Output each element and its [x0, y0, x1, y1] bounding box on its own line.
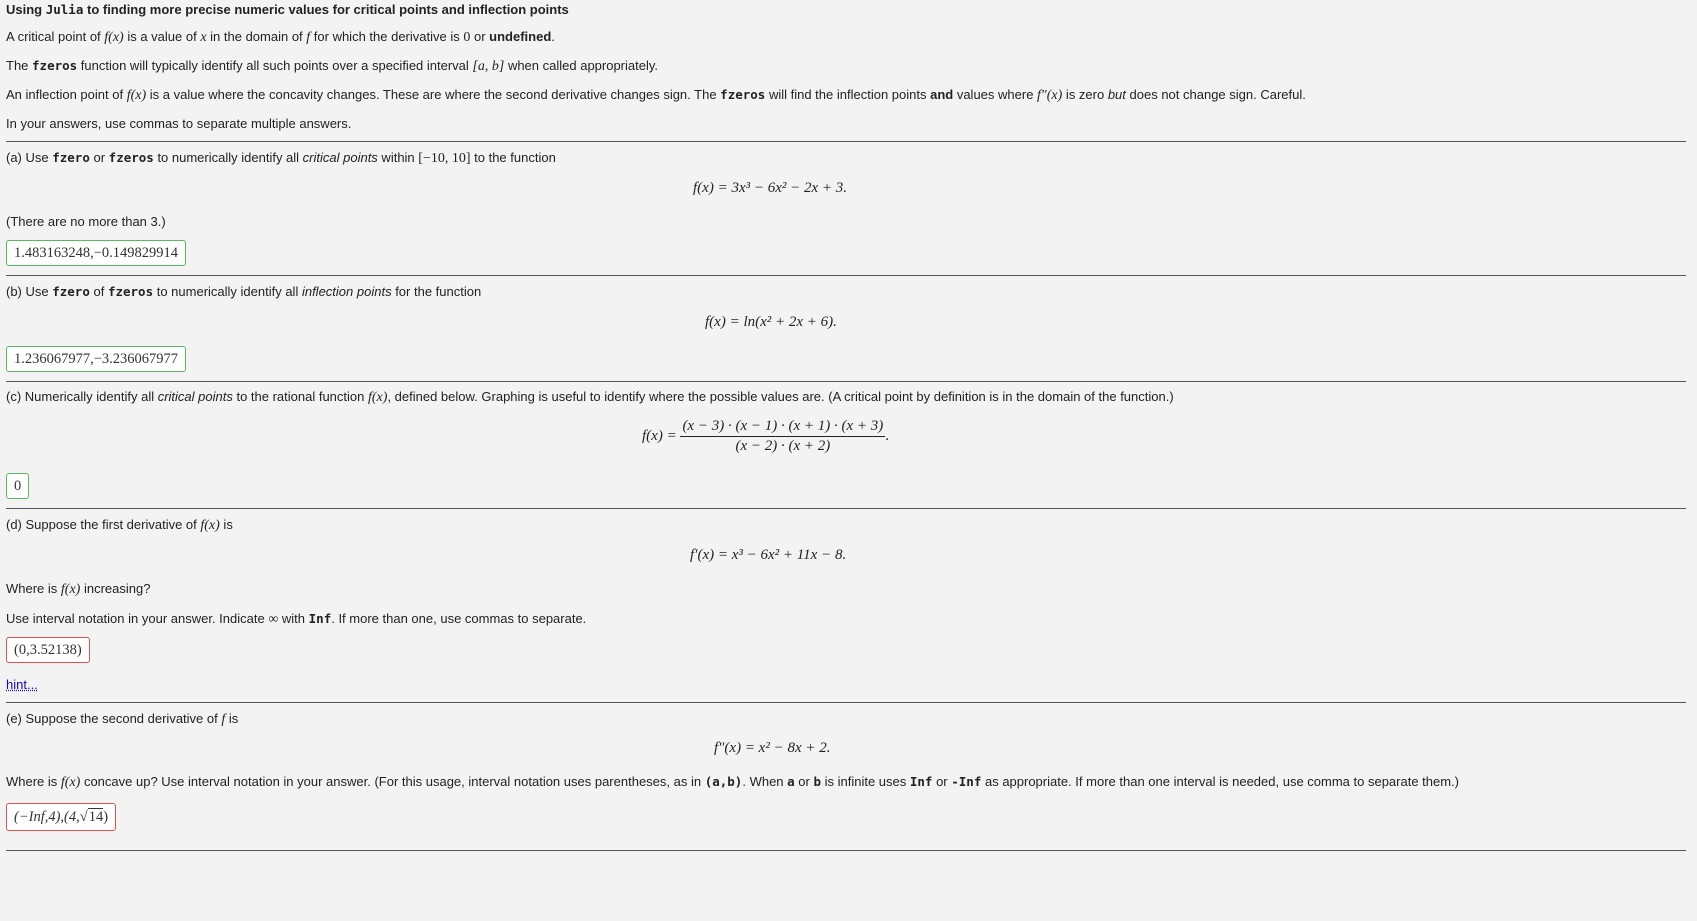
part-d-instructions: Use interval notation in your answer. Indicate ∞ with Inf. If more than one, use commas to separate. — [6, 611, 587, 627]
divider — [6, 850, 1686, 851]
divider — [6, 275, 1686, 276]
part-e-question: (e) Suppose the second derivative of f is — [6, 711, 239, 727]
part-e-concave-question: Where is f(x) concave up? Use interval notation in your answer. (For this usage, interval notation uses parentheses, as in (a,b). When a or b is infinite uses Inf or -Inf as appropriate. If more than one interval is needed, use comma to separate them.) — [6, 774, 1460, 790]
intro-inflection: An inflection point of f(x) is a value where the concavity changes. These are where the second derivative changes sign. The fzeros will find the inflection points and values where f″(x) is zero but does not change sign. Careful. — [6, 87, 1306, 103]
part-e-answer-field[interactable]: (−Inf,4),(4,√14) — [6, 803, 116, 831]
part-c-question: (c) Numerically identify all critical points to the rational function f(x), defined below. Graphing is useful to identify where the possible values are. (A critical point by definition is in the domain of the function.) — [6, 389, 1174, 405]
part-a-question: (a) Use fzero or fzeros to numerically identify all critical points within [−10, 10] to the function — [6, 150, 556, 166]
fraction-denominator: (x − 2) · (x + 2) — [735, 438, 831, 454]
part-c-equation: f(x) = $\frac{(x - 3) \cdot (x - 1) \cdot (x + 1) \cdot (x + 3)}{(x - 2) \cdot (x + 2)}$ . — [642, 418, 890, 454]
part-d-equation: f′(x) = x³ − 6x² + 11x − 8. — [690, 547, 847, 563]
intro-commas: In your answers, use commas to separate multiple answers. — [6, 116, 352, 131]
part-b-question: (b) Use fzero of fzeros to numerically identify all inflection points for the function — [6, 284, 482, 299]
hint-link[interactable]: hint... — [6, 677, 38, 692]
part-d-answer-field[interactable]: (0,3.52138) — [6, 637, 90, 663]
rational-fraction — [680, 418, 885, 455]
part-a-equation: f(x) = 3x³ − 6x² − 2x + 3. — [693, 180, 848, 196]
divider — [6, 702, 1686, 703]
fraction-numerator: (x − 3) · (x − 1) · (x + 1) · (x + 3) — [680, 418, 885, 437]
intro-fzeros: The fzeros function will typically identify all such points over a specified interval [a, b] when called appropriately. — [6, 58, 659, 74]
divider — [6, 141, 1686, 142]
part-d-increasing-question: Where is f(x) increasing? — [6, 581, 151, 597]
part-a-note: (There are no more than 3.) — [6, 214, 166, 229]
divider — [6, 508, 1686, 509]
part-a-answer-field[interactable]: 1.483163248,−0.149829914 — [6, 240, 186, 266]
part-c-answer-field[interactable]: 0 — [6, 473, 29, 499]
part-b-equation: f(x) = ln(x² + 2x + 6). — [705, 314, 837, 330]
part-b-answer-field[interactable]: 1.236067977,−3.236067977 — [6, 346, 186, 372]
page-title: Using Julia to finding more precise numeric values for critical points and inflection points — [6, 2, 569, 17]
divider — [6, 381, 1686, 382]
part-d-question: (d) Suppose the first derivative of f(x) is — [6, 517, 233, 533]
part-e-equation: f″(x) = x² − 8x + 2. — [714, 740, 831, 756]
intro-critical-point: A critical point of f(x) is a value of x in the domain of f for which the derivative is 0 or undefined. — [6, 29, 555, 45]
